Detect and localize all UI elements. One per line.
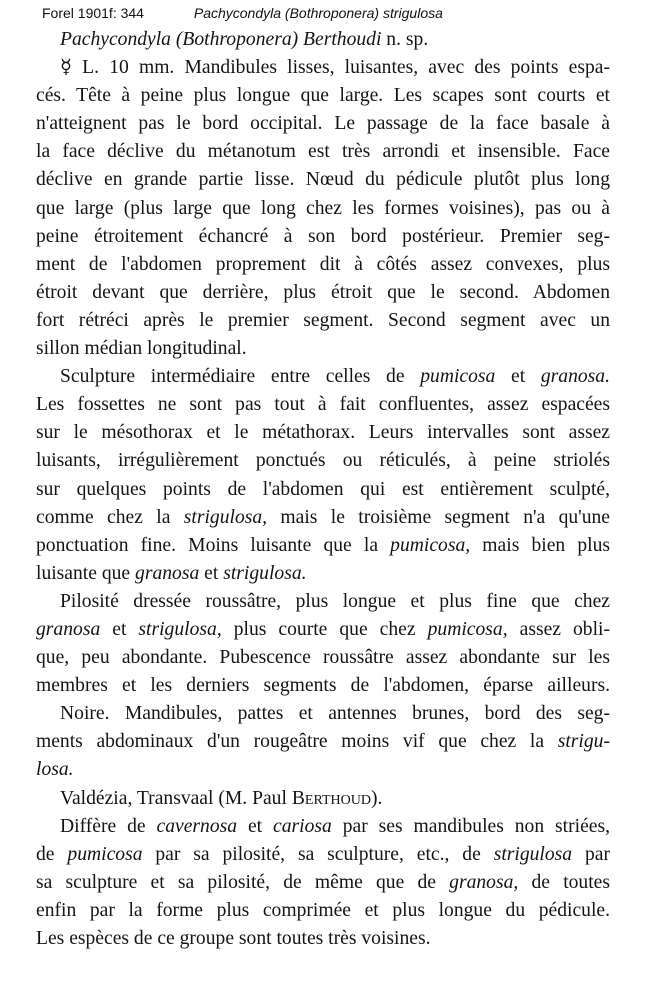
taxon-name: granosa. bbox=[540, 366, 610, 388]
taxon-name: pumicosa, bbox=[390, 534, 471, 556]
text-line: peine étroitement échancré à son bord postérieur. Premier seg- bbox=[36, 225, 610, 247]
species-heading bbox=[36, 26, 610, 54]
taxon-name: strigulosa. bbox=[223, 562, 307, 584]
taxon-name: cavernosa bbox=[156, 815, 238, 837]
taxon-name: strigulosa, bbox=[183, 506, 268, 528]
text-line: Sculpture intermédiaire entre celles de pumicosa et granosa. bbox=[60, 366, 610, 388]
taxon-name: granosa, bbox=[449, 871, 519, 893]
locality-line: Valdézia, Transvaal (M. Paul Berthoud). bbox=[60, 787, 383, 809]
text-line: Les espèces de ce groupe sont toutes très voisines. bbox=[36, 928, 431, 949]
header-taxon-title: Pachycondyla (Bothroponera) strigulosa bbox=[193, 5, 443, 21]
taxon-name: pumicosa, bbox=[427, 618, 508, 640]
worker-symbol: ☿ bbox=[60, 57, 73, 79]
text-line: fort rétréci après le premier segment. Second segment avec un bbox=[36, 309, 610, 331]
taxon-name: strigu- bbox=[557, 731, 610, 753]
text-line: la face déclive du métanotum est très arrondi et insensible. Face bbox=[36, 141, 610, 163]
document-body bbox=[36, 26, 610, 953]
text-line: Pilosité dressée roussâtre, plus longue et plus fine que chez bbox=[60, 590, 610, 612]
text-line: Noire. Mandibules, pattes et antennes brunes, bord des seg- bbox=[60, 703, 610, 725]
taxon-name: strigulosa, bbox=[138, 618, 222, 640]
taxon-name: pumicosa bbox=[420, 366, 496, 388]
text-line: Les fossettes ne sont pas tout à fait confluentes, assez espacées bbox=[36, 394, 610, 416]
text-line: membres et les derniers segments de l'abdomen, éparse ailleurs. bbox=[36, 675, 610, 697]
text-line: enfin par la forme plus comprimée et plus longue du pédicule. bbox=[36, 899, 610, 921]
taxon-name: granosa bbox=[36, 618, 101, 640]
text-line: luisante que granosa et strigulosa. bbox=[36, 562, 307, 584]
text-line: ☿ L. 10 mm. Mandibules lisses, luisantes, avec des points espa- bbox=[60, 57, 610, 79]
taxon-name: strigulosa bbox=[493, 843, 573, 865]
page-header bbox=[42, 5, 443, 21]
text-line: que large (plus large que long chez les formes voisines), pas ou à bbox=[36, 197, 610, 219]
text-line: n'atteignent pas le bord occipital. Le passage de la face basale à bbox=[36, 113, 610, 135]
text-line: cés. Tête à peine plus longue que large. Les scapes sont courts et bbox=[36, 85, 610, 107]
text-line: déclive en grande partie lisse. Nœud du pédicule plutôt plus long bbox=[36, 169, 610, 191]
text-line: sillon médian longitudinal. bbox=[36, 338, 247, 360]
text-line: granosa et strigulosa, plus courte que chez pumicosa, assez obli- bbox=[36, 618, 610, 640]
text-line: ponctuation fine. Moins luisante que la pumicosa, mais bien plus bbox=[36, 534, 610, 556]
text-line: sa sculpture et sa pilosité, de même que de granosa, de toutes bbox=[36, 871, 610, 893]
text-line bbox=[36, 756, 610, 784]
text-line: que, peu abondante. Pubescence roussâtre assez abondante sur les bbox=[36, 647, 610, 669]
taxon-name: losa. bbox=[36, 759, 74, 781]
text-line: étroit devant que derrière, plus étroit que le second. Abdomen bbox=[36, 281, 610, 303]
taxon-name: pumicosa bbox=[67, 843, 143, 865]
collector-name: Berthoud bbox=[291, 787, 371, 809]
taxon-name: cariosa bbox=[273, 815, 332, 837]
species-name: Pachycondyla (Bothroponera) Berthoudi bbox=[60, 29, 382, 50]
citation-reference: Forel 1901f: 344 bbox=[42, 5, 144, 21]
text-line: luisants, irrégulièrement ponctués ou réticulés, à peine striolés bbox=[36, 450, 610, 472]
text-line: ment de l'abdomen proprement dit à côtés assez convexes, plus bbox=[36, 253, 610, 275]
text-line: de pumicosa par sa pilosité, sa sculpture, etc., de strigulosa par bbox=[36, 843, 610, 865]
text-line: sur le mésothorax et le métathorax. Leurs intervalles sont assez bbox=[36, 422, 610, 444]
text-line: sur quelques points de l'abdomen qui est entièrement sculpté, bbox=[36, 478, 610, 500]
taxon-name: granosa bbox=[135, 562, 200, 584]
text-line: Diffère de cavernosa et cariosa par ses mandibules non striées, bbox=[60, 815, 611, 837]
text-line: ments abdominaux d'un rougeâtre moins vif que chez la strigu- bbox=[36, 731, 610, 753]
species-status: n. sp. bbox=[381, 29, 429, 50]
text-line: comme chez la strigulosa, mais le troisième segment n'a qu'une bbox=[36, 506, 610, 528]
